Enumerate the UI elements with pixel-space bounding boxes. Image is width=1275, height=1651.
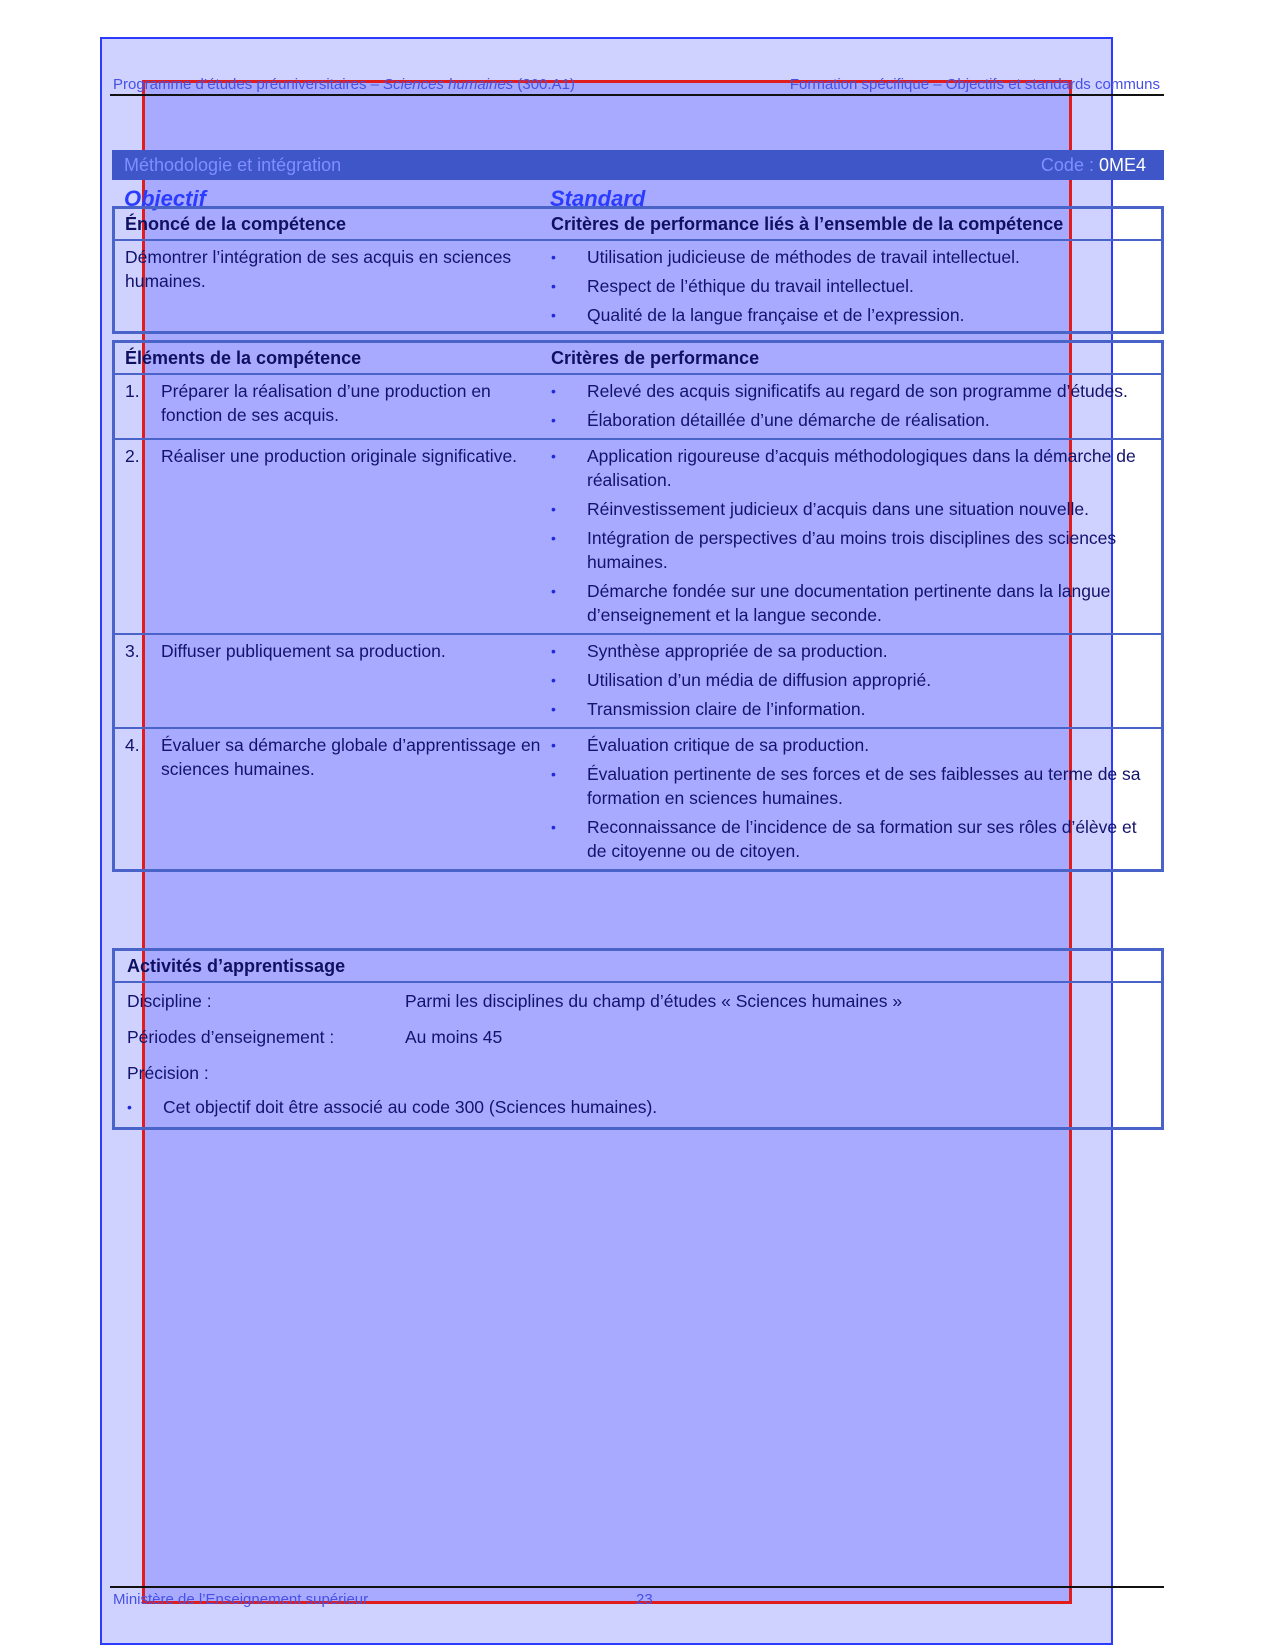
running-footer <box>110 1586 1164 1608</box>
criterion-item <box>551 733 1153 757</box>
criterion-item <box>551 762 1153 810</box>
code-label: Code : <box>1040 155 1099 175</box>
element-cell <box>115 635 541 727</box>
element-number: 4. <box>125 735 140 755</box>
competence-statement: Démontrer l’intégration de ses acquis en sciences humaines. <box>125 247 512 291</box>
criterion-text: Synthèse appropriée de sa production. <box>587 641 888 661</box>
element-criteria-list <box>551 733 1153 863</box>
competence-statement-heading: Énoncé de la compétence <box>125 214 347 234</box>
element-row <box>115 440 1161 635</box>
bullet-icon: • <box>551 278 556 294</box>
precision-item <box>127 1095 1149 1119</box>
competence-row <box>115 241 1161 331</box>
criterion-text: Évaluation critique de sa production. <box>587 735 870 755</box>
criteria-heading: Critères de performance <box>551 348 760 368</box>
element-text: Préparer la réalisation d’une production en fonction de ses acquis. <box>161 381 491 425</box>
criterion-text: Reconnaissance de l’incidence de sa formation sur ses rôles d’élève et de citoyenne ou de citoyen. <box>587 817 1137 861</box>
activities-body <box>115 983 1161 1127</box>
bullet-icon: • <box>551 501 556 517</box>
criterion-text: Élaboration détaillée d’une démarche de réalisation. <box>587 410 990 430</box>
criterion-text: Utilisation judicieuse de méthodes de travail intellectuel. <box>587 247 1020 267</box>
discipline-label: Discipline : <box>127 991 212 1011</box>
objective-title-bar <box>112 150 1164 180</box>
criterion-item <box>551 408 1153 432</box>
precision-label: Précision : <box>127 1063 209 1083</box>
bullet-icon: • <box>551 448 556 464</box>
bullet-icon: • <box>551 249 556 265</box>
program-name: Sciences humaines <box>383 76 514 93</box>
overall-criteria <box>541 241 1161 331</box>
bullet-icon: • <box>551 737 556 753</box>
program-prefix: Programme d’études préuniversitaires – <box>113 76 384 93</box>
bullet-icon: • <box>551 766 556 782</box>
bullet-icon: • <box>551 643 556 659</box>
criterion-item <box>551 815 1153 863</box>
elements-table-header <box>115 343 1161 375</box>
element-row <box>115 729 1161 869</box>
element-criteria-cell <box>541 440 1161 633</box>
element-criteria-list <box>551 639 1153 721</box>
element-text: Évaluer sa démarche globale d’apprentissage en sciences humaines. <box>161 735 541 779</box>
running-header <box>110 76 1164 96</box>
bullet-icon: • <box>551 819 556 835</box>
criterion-item <box>551 668 1153 692</box>
program-code: (300.A1) <box>513 76 575 93</box>
criterion-item <box>551 697 1153 721</box>
criterion-text: Qualité de la langue française et de l’expression. <box>587 305 965 325</box>
code-value: 0ME4 <box>1098 155 1146 175</box>
overall-criteria-heading: Critères de performance liés à l’ensemble de la compétence <box>551 214 1064 234</box>
objective-title: Méthodologie et intégration <box>124 155 342 175</box>
element-cell <box>115 375 541 438</box>
elements-heading: Éléments de la compétence <box>125 348 362 368</box>
bullet-icon: • <box>127 1099 132 1115</box>
criterion-item <box>551 497 1153 521</box>
element-item <box>125 379 541 427</box>
element-criteria-cell <box>541 635 1161 727</box>
element-item <box>125 733 541 781</box>
program-title <box>113 76 575 93</box>
bullet-icon: • <box>551 530 556 546</box>
criterion-text: Démarche fondée sur une documentation pertinente dans la langue d’enseignement et la langue seconde. <box>587 581 1111 625</box>
overall-criteria-list <box>551 245 1153 327</box>
section-title: Formation spécifique – Objectifs et standards communs <box>789 76 1160 93</box>
element-criteria-cell <box>541 729 1161 869</box>
criterion-item <box>551 245 1153 269</box>
element-criteria-list <box>551 444 1153 627</box>
criterion-item <box>551 379 1153 403</box>
criterion-item <box>551 579 1153 627</box>
element-criteria-cell <box>541 375 1161 438</box>
periods-value: Au moins 45 <box>405 1027 503 1047</box>
element-item <box>125 639 541 663</box>
bullet-icon: • <box>551 672 556 688</box>
criterion-text: Respect de l’éthique du travail intellectuel. <box>587 276 914 296</box>
criterion-text: Utilisation d’un média de diffusion approprié. <box>587 670 932 690</box>
bullet-icon: • <box>551 383 556 399</box>
criterion-item <box>551 526 1153 574</box>
competence-table-header <box>115 209 1161 241</box>
criterion-text: Intégration de perspectives d’au moins trois disciplines des sciences humaines. <box>587 528 1117 572</box>
criterion-text: Relevé des acquis significatifs au regard de son programme d’études. <box>587 381 1128 401</box>
element-number: 1. <box>125 381 140 401</box>
elements-rows <box>115 375 1161 869</box>
standard-heading: Standard <box>550 186 646 211</box>
activities-heading: Activités d’apprentissage <box>127 956 346 976</box>
bullet-icon: • <box>551 701 556 717</box>
element-text: Réaliser une production originale significative. <box>161 446 518 466</box>
objective-heading: Objectif <box>124 186 206 211</box>
discipline-value: Parmi les disciplines du champ d’études « Sciences humaines » <box>405 991 903 1011</box>
element-number: 3. <box>125 641 140 661</box>
periods-row <box>127 1025 1149 1049</box>
ministry-name: Ministère de l’Enseignement supérieur <box>113 1591 369 1608</box>
activities-header <box>115 951 1161 983</box>
element-row <box>115 375 1161 440</box>
criterion-item <box>551 444 1153 492</box>
activities-table <box>112 948 1164 1130</box>
element-text: Diffuser publiquement sa production. <box>161 641 446 661</box>
bullet-icon: • <box>551 583 556 599</box>
criterion-text: Application rigoureuse d’acquis méthodologiques dans la démarche de réalisation. <box>587 446 1136 490</box>
element-criteria-list <box>551 379 1153 432</box>
criterion-item <box>551 274 1153 298</box>
criterion-text: Évaluation pertinente de ses forces et de ses faiblesses au terme de sa formation en sciences humaines. <box>587 764 1141 808</box>
discipline-row <box>127 989 1149 1013</box>
periods-label: Périodes d’enseignement : <box>127 1027 335 1047</box>
element-row <box>115 635 1161 729</box>
element-cell <box>115 729 541 869</box>
precision-text: Cet objectif doit être associé au code 300 (Sciences humaines). <box>163 1097 658 1117</box>
criterion-item <box>551 639 1153 663</box>
elements-table <box>112 340 1164 872</box>
bullet-icon: • <box>551 412 556 428</box>
objective-code <box>1041 155 1146 176</box>
bullet-icon: • <box>551 307 556 323</box>
element-item <box>125 444 541 468</box>
element-number: 2. <box>125 446 140 466</box>
criterion-text: Réinvestissement judicieux d’acquis dans une situation nouvelle. <box>587 499 1089 519</box>
competence-table <box>112 206 1164 334</box>
criterion-text: Transmission claire de l’information. <box>587 699 866 719</box>
criterion-item <box>551 303 1153 327</box>
page-number: 23 <box>636 1591 653 1608</box>
element-cell <box>115 440 541 633</box>
